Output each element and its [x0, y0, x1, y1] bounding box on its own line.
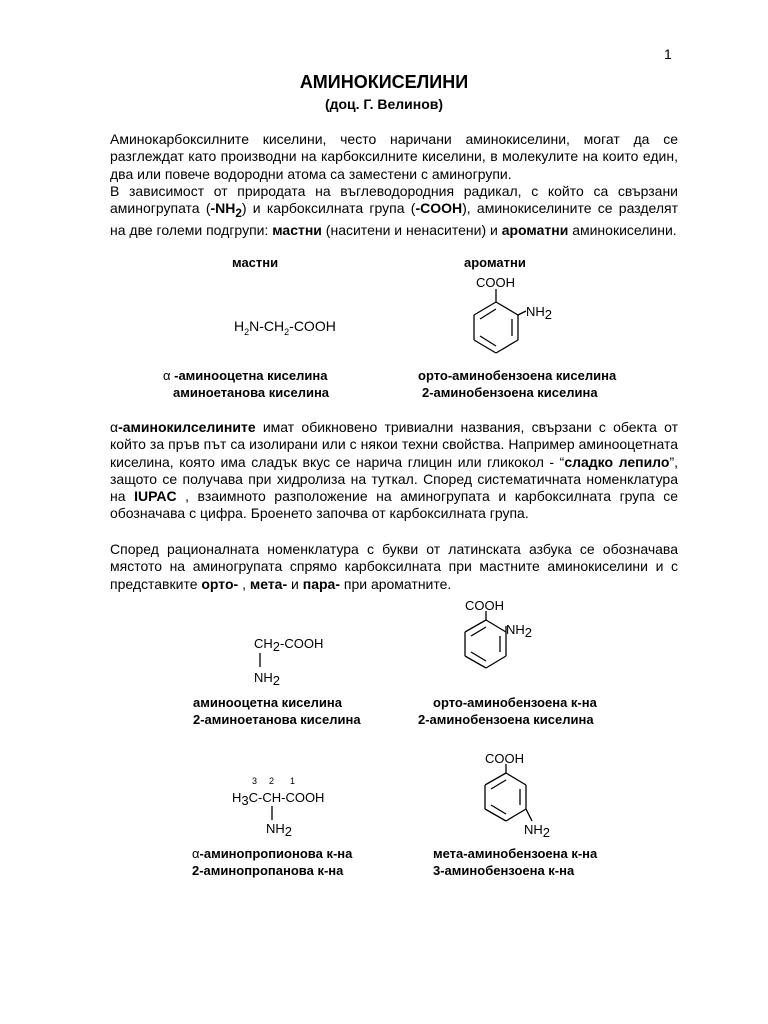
name-ortho-aminobenzoic-short: орто-аминобензоена к-на: [433, 695, 597, 710]
name-meta-aminobenzoic: мета-аминобензоена к-на: [433, 846, 598, 861]
name-2-aminobenzoic: 2-аминобензоена киселина: [422, 385, 598, 400]
name-alpha-aminopropionic: α-аминопропионова к-на: [192, 846, 353, 861]
group-fat-label: мастни: [232, 255, 279, 270]
carbon-number-3: 3: [252, 776, 258, 786]
intro-paragraph-1: Аминокарбоксилните киселини, често наричани аминокиселини, могат да се разглеждат като производни на карбоксилните киселини, в молекулите на които един, два или повече водородни атома са заместени с аминогрупи.: [110, 131, 678, 182]
cooh-label: COOH: [465, 598, 504, 613]
benzene-ring: [485, 773, 526, 821]
anthranilic-acid-structure-2: [430, 596, 550, 686]
carbon-number-1: 1: [290, 776, 296, 786]
group-aromatic-label: ароматни: [464, 255, 526, 270]
cooh-label: COOH: [476, 275, 515, 290]
anthranilic-acid-structure-1: [440, 272, 560, 362]
glycine-structure: [254, 630, 364, 690]
name-2-aminobenzoic-2: 2-аминобензоена киселина: [418, 712, 594, 727]
nh2-label: NH2: [254, 670, 281, 688]
glycine-formula: $H_2N-CH_2$-COOH: [234, 318, 336, 337]
ch2-cooh-label: CH2-COOH: [254, 636, 324, 654]
name-3-aminobenzoic: 3-аминобензоена к-на: [433, 863, 575, 878]
page-subtitle: (доц. Г. Велинов): [324, 96, 444, 112]
carbon-number-2: 2: [269, 776, 275, 786]
name-aminoethanoic: аминоетанова киселина: [173, 385, 330, 400]
benzene-ring: [474, 302, 518, 353]
nh2-label: NH2: [506, 622, 533, 640]
body-paragraph-2: α-аминокилселините имат обикновено тривиални названия, свързани с обекта от който за пръв път са изолирани или с някои техни свойства. Например аминооцетната киселина, която има сладък вкус се нарича глицин или гликокол - “сладко лепило”, защото се получава при хидролиза на туткал. Според систематичната номенклатура на IUPAC , взаимното разположение на аминогрупата и карбоксилната група се обозначава с цифра. Броенето започва от карбоксилната група.: [110, 419, 678, 522]
h3c-ch-cooh-label: H3C-CH-COOH: [232, 790, 325, 808]
meta-aminobenzoic-structure: [450, 748, 570, 843]
name-2-aminoethanoic: 2-аминоетанова киселина: [193, 712, 361, 727]
benzene-ring: [465, 620, 506, 668]
name-aminoacetic: аминооцетна киселина: [193, 695, 342, 710]
intro-paragraph-2: В зависимост от природата на въглеводородния радикал, с който са свързани аминогрупата $(-NH_2)$ и карбоксилната група (-COOH), аминокиселините се разделят на две големи подгрупи: мастни (наситени и ненаситени) и ароматни аминокиселини.: [110, 183, 678, 239]
name-2-aminopropanoic: 2-аминопропанова к-на: [192, 863, 344, 878]
alanine-structure: [230, 772, 370, 842]
body-paragraph-3: Според рационалната номенклатура с букви от латинската азбука се обозначава мястото на аминогрупата спрямо карбоксилната при мастните аминокиселини и с представките орто- , мета- и пара- при ароматните.: [110, 541, 678, 592]
cooh-label: COOH: [485, 751, 524, 766]
name-alpha-aminoacetic: α -аминооцетна киселина: [163, 368, 328, 383]
page-title: АМИНОКИСЕЛИНИ: [299, 72, 469, 92]
nh2-label: NH2: [266, 821, 293, 839]
page-number: 1: [664, 46, 672, 62]
name-ortho-aminobenzoic: орто-аминобензоена киселина: [418, 368, 617, 383]
nh2-label: NH2: [524, 822, 551, 840]
nh2-label: NH2: [526, 304, 553, 322]
